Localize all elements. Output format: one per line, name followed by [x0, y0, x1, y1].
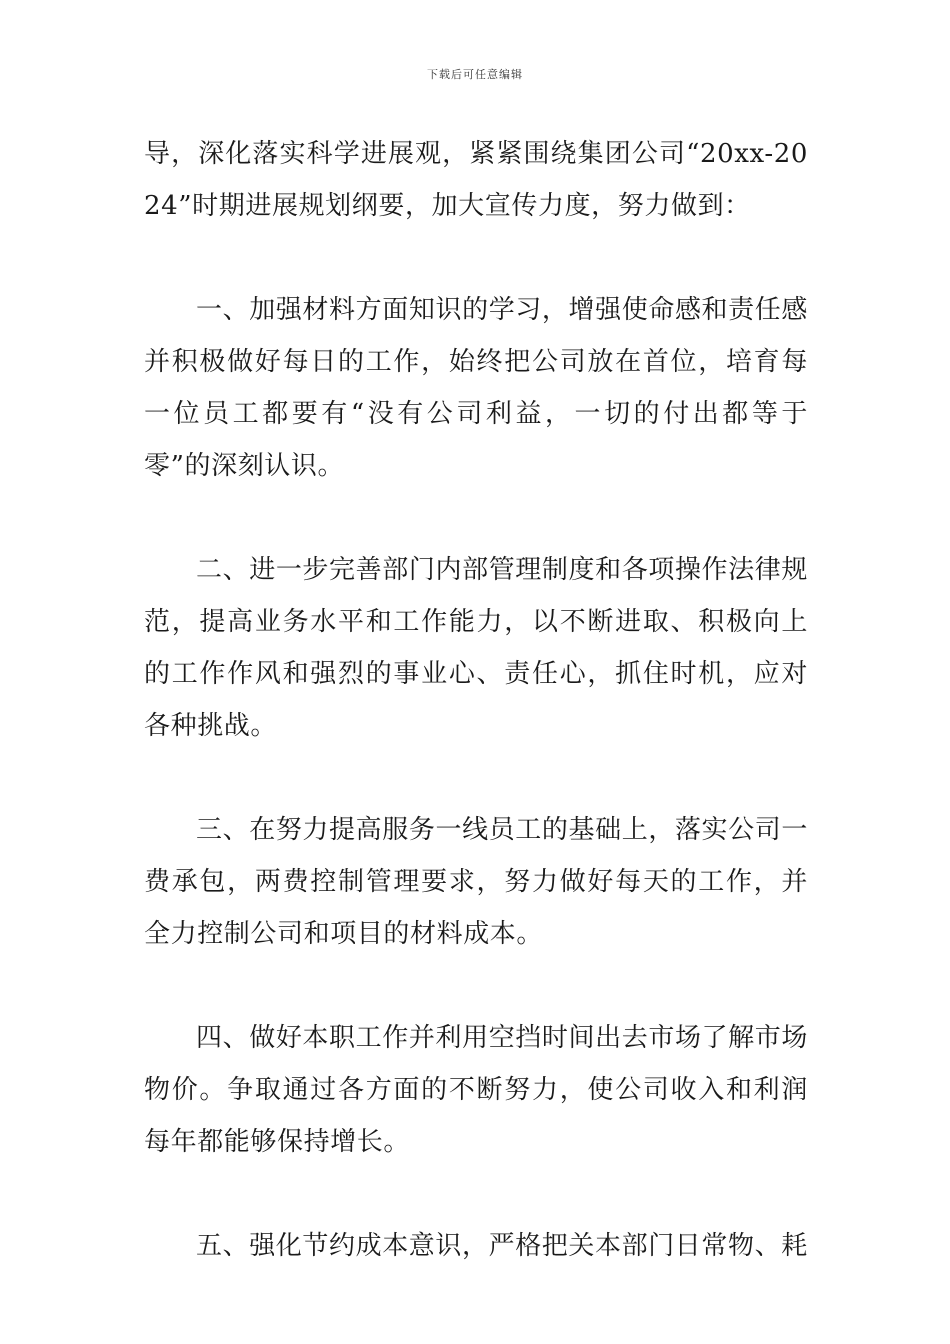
document-body [144, 128, 808, 1272]
paragraph-spacer [144, 232, 808, 284]
header-note: 下载后可任意编辑 [427, 68, 523, 81]
paragraph-item-1: 一、加强材料方面知识的学习，增强使命感和责任感并积极做好每日的工作，始终把公司放在首位，培育每一位员工都要有“没有公司利益，一切的付出都等于零”的深刻认识。 [144, 295, 808, 481]
paragraph-item-2: 二、进一步完善部门内部管理制度和各项操作法律规范，提高业务水平和工作能力，以不断进取、积极向上的工作作风和强烈的事业心、责任心，抓住时机，应对各种挑战。 [144, 555, 808, 741]
paragraph-spacer [144, 492, 808, 544]
paragraph-item-5: 五、强化节约成本意识，严格把关本部门日常物、耗 [196, 1231, 808, 1261]
paragraph-item-3: 三、在努力提高服务一线员工的基础上，落实公司一费承包，两费控制管理要求，努力做好每天的工作，并全力控制公司和项目的材料成本。 [144, 815, 808, 949]
paragraph-spacer [144, 752, 808, 804]
paragraph-spacer [144, 1168, 808, 1220]
paragraph-item-4: 四、做好本职工作并利用空挡时间出去市场了解市场物价。争取通过各方面的不断努力，使公司收入和利润每年都能够保持增长。 [144, 1023, 808, 1157]
paragraph-intro: 导，深化落实科学进展观，紧紧围绕集团公司“20xx-2024”时期进展规划纲要，加大宣传力度，努力做到： [144, 139, 808, 221]
paragraph-spacer [144, 960, 808, 1012]
